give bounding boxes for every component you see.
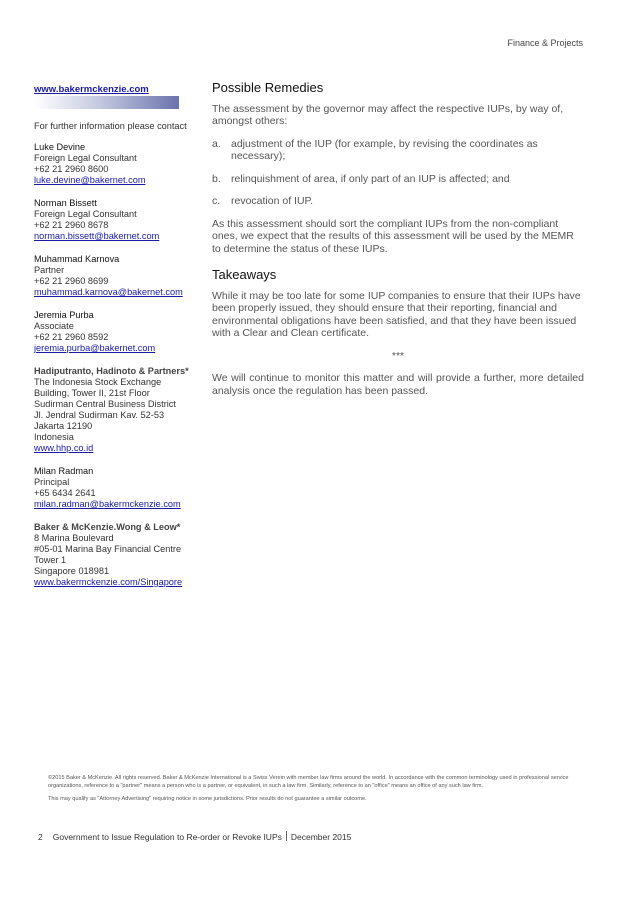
website-banner [34,84,199,110]
contact-card [34,198,199,242]
contact-phone: +62 21 2960 8678 [34,220,109,230]
contact-email-link[interactable]: luke.devine@bakernet.com [34,175,146,185]
office-name: Baker & McKenzie.Wong & Leow* [34,522,181,532]
footer-date: December 2015 [290,832,352,842]
contact-phone: +62 21 2960 8699 [34,276,109,286]
contact-name: Muhammad Karnova [34,254,120,264]
contact-card [34,466,199,510]
contact-name: Norman Bissett [34,198,97,208]
list-item-label: a. [212,137,221,150]
advertising-notice: This may qualify as "Attorney Advertising" requiring notice in some jurisdictions. Prior results do not guarantee a similar outcome. [48,796,367,802]
copyright-text: ©2015 Baker & McKenzie. All rights reserved. Baker & McKenzie International is a Swiss Verein with member law firms around the world. In accordance with the common terminology used in professional service organizations, reference to a "partner" means a person who is a partner, or equivalent, in such a law firm. Similarly, reference to an "office" means an office of any such law firm. [48,775,569,789]
contact-card [34,310,199,354]
contact-card [34,254,199,298]
contact-sidebar [34,84,199,600]
office-address-line: Sudirman Central Business District [34,399,176,409]
list-item-label: c. [212,195,221,207]
list-item-label: b. [212,172,221,185]
list-item [212,195,584,208]
remedies-conclusion: As this assessment should sort the compliant IUPs from the non-compliant ones, we expect that the results of this assessment will be used by the MEMR to determine the status of these IUPs. [212,217,574,255]
contact-email-link[interactable]: milan.radman@bakermckenzie.com [34,499,181,509]
office-card [34,522,199,588]
remedies-heading: Possible Remedies [212,80,324,95]
contact-intro: For further information please contact [34,121,187,131]
contact-title: Partner [34,265,65,275]
takeaways-heading: Takeaways [212,267,277,282]
contact-email-link[interactable]: jeremia.purba@bakernet.com [34,343,156,353]
office-address-line: The Indonesia Stock Exchange [34,377,162,387]
footer-divider [286,831,287,841]
list-item [212,173,584,186]
office-website-link[interactable]: www.hhp.co.id [34,443,94,453]
contact-card [34,142,199,186]
office-website-link[interactable]: www.bakermckenzie.com/Singapore [34,577,183,587]
office-address-line: Tower 1 [34,555,67,565]
list-item-text: revocation of IUP. [231,195,314,207]
section-header: Finance & Projects [507,38,583,48]
main-content [212,82,584,407]
office-address-line: Singapore 018981 [34,566,110,576]
contact-name: Luke Devine [34,142,86,152]
list-item-text: relinquishment of area, if only part of an IUP is affected; and [231,172,510,185]
office-address-line: #05-01 Marina Bay Financial Centre [34,544,182,554]
contact-title: Foreign Legal Consultant [34,153,137,163]
list-item [212,138,584,163]
list-item-text: adjustment of the IUP (for example, by revising the coordinates as necessary); [231,137,538,162]
contact-title: Associate [34,321,74,331]
office-address-line: 8 Marina Boulevard [34,533,114,543]
office-name: Hadiputranto, Hadinoto & Partners* [34,366,189,376]
remedies-list [212,138,584,208]
contact-email-link[interactable]: muhammad.karnova@bakernet.com [34,287,183,297]
website-link[interactable]: www.bakermckenzie.com [34,84,149,95]
page-footer [38,831,351,842]
contact-phone: +62 21 2960 8592 [34,332,109,342]
section-separator: *** [391,349,405,362]
contact-email-link[interactable]: norman.bissett@bakernet.com [34,231,160,241]
contact-name: Jeremia Purba [34,310,94,320]
office-address-line: Building, Tower II, 21st Floor [34,388,150,398]
contact-name: Milan Radman [34,466,94,476]
takeaways-text: While it may be too late for some IUP companies to ensure that their IUPs have been properly issued, they should ensure that their reporting, financial and environmental obligations have been satisfied, and that they have been issued with a Clear and Clean certificate. [212,289,581,339]
remedies-intro: The assessment by the governor may affect the respective IUPs, by way of, amongst others: [212,102,564,127]
office-address-line: Jl. Jendral Sudirman Kav. 52-53 [34,410,165,420]
contact-title: Principal [34,477,70,487]
page-number: 2 [38,832,43,842]
office-address-line: Jakarta 12190 [34,421,93,431]
office-address-line: Indonesia [34,432,74,442]
footer-title: Government to Issue Regulation to Re-order or Revoke IUPs [52,832,282,842]
closing-text: We will continue to monitor this matter and will provide a further, more detailed analysis once the regulation has been passed. [212,372,584,397]
office-card [34,366,199,454]
gradient-bar [34,96,179,109]
contact-phone: +65 6434 2641 [34,488,96,498]
contact-title: Foreign Legal Consultant [34,209,137,219]
copyright-notice [48,775,588,810]
contact-phone: +62 21 2960 8600 [34,164,109,174]
